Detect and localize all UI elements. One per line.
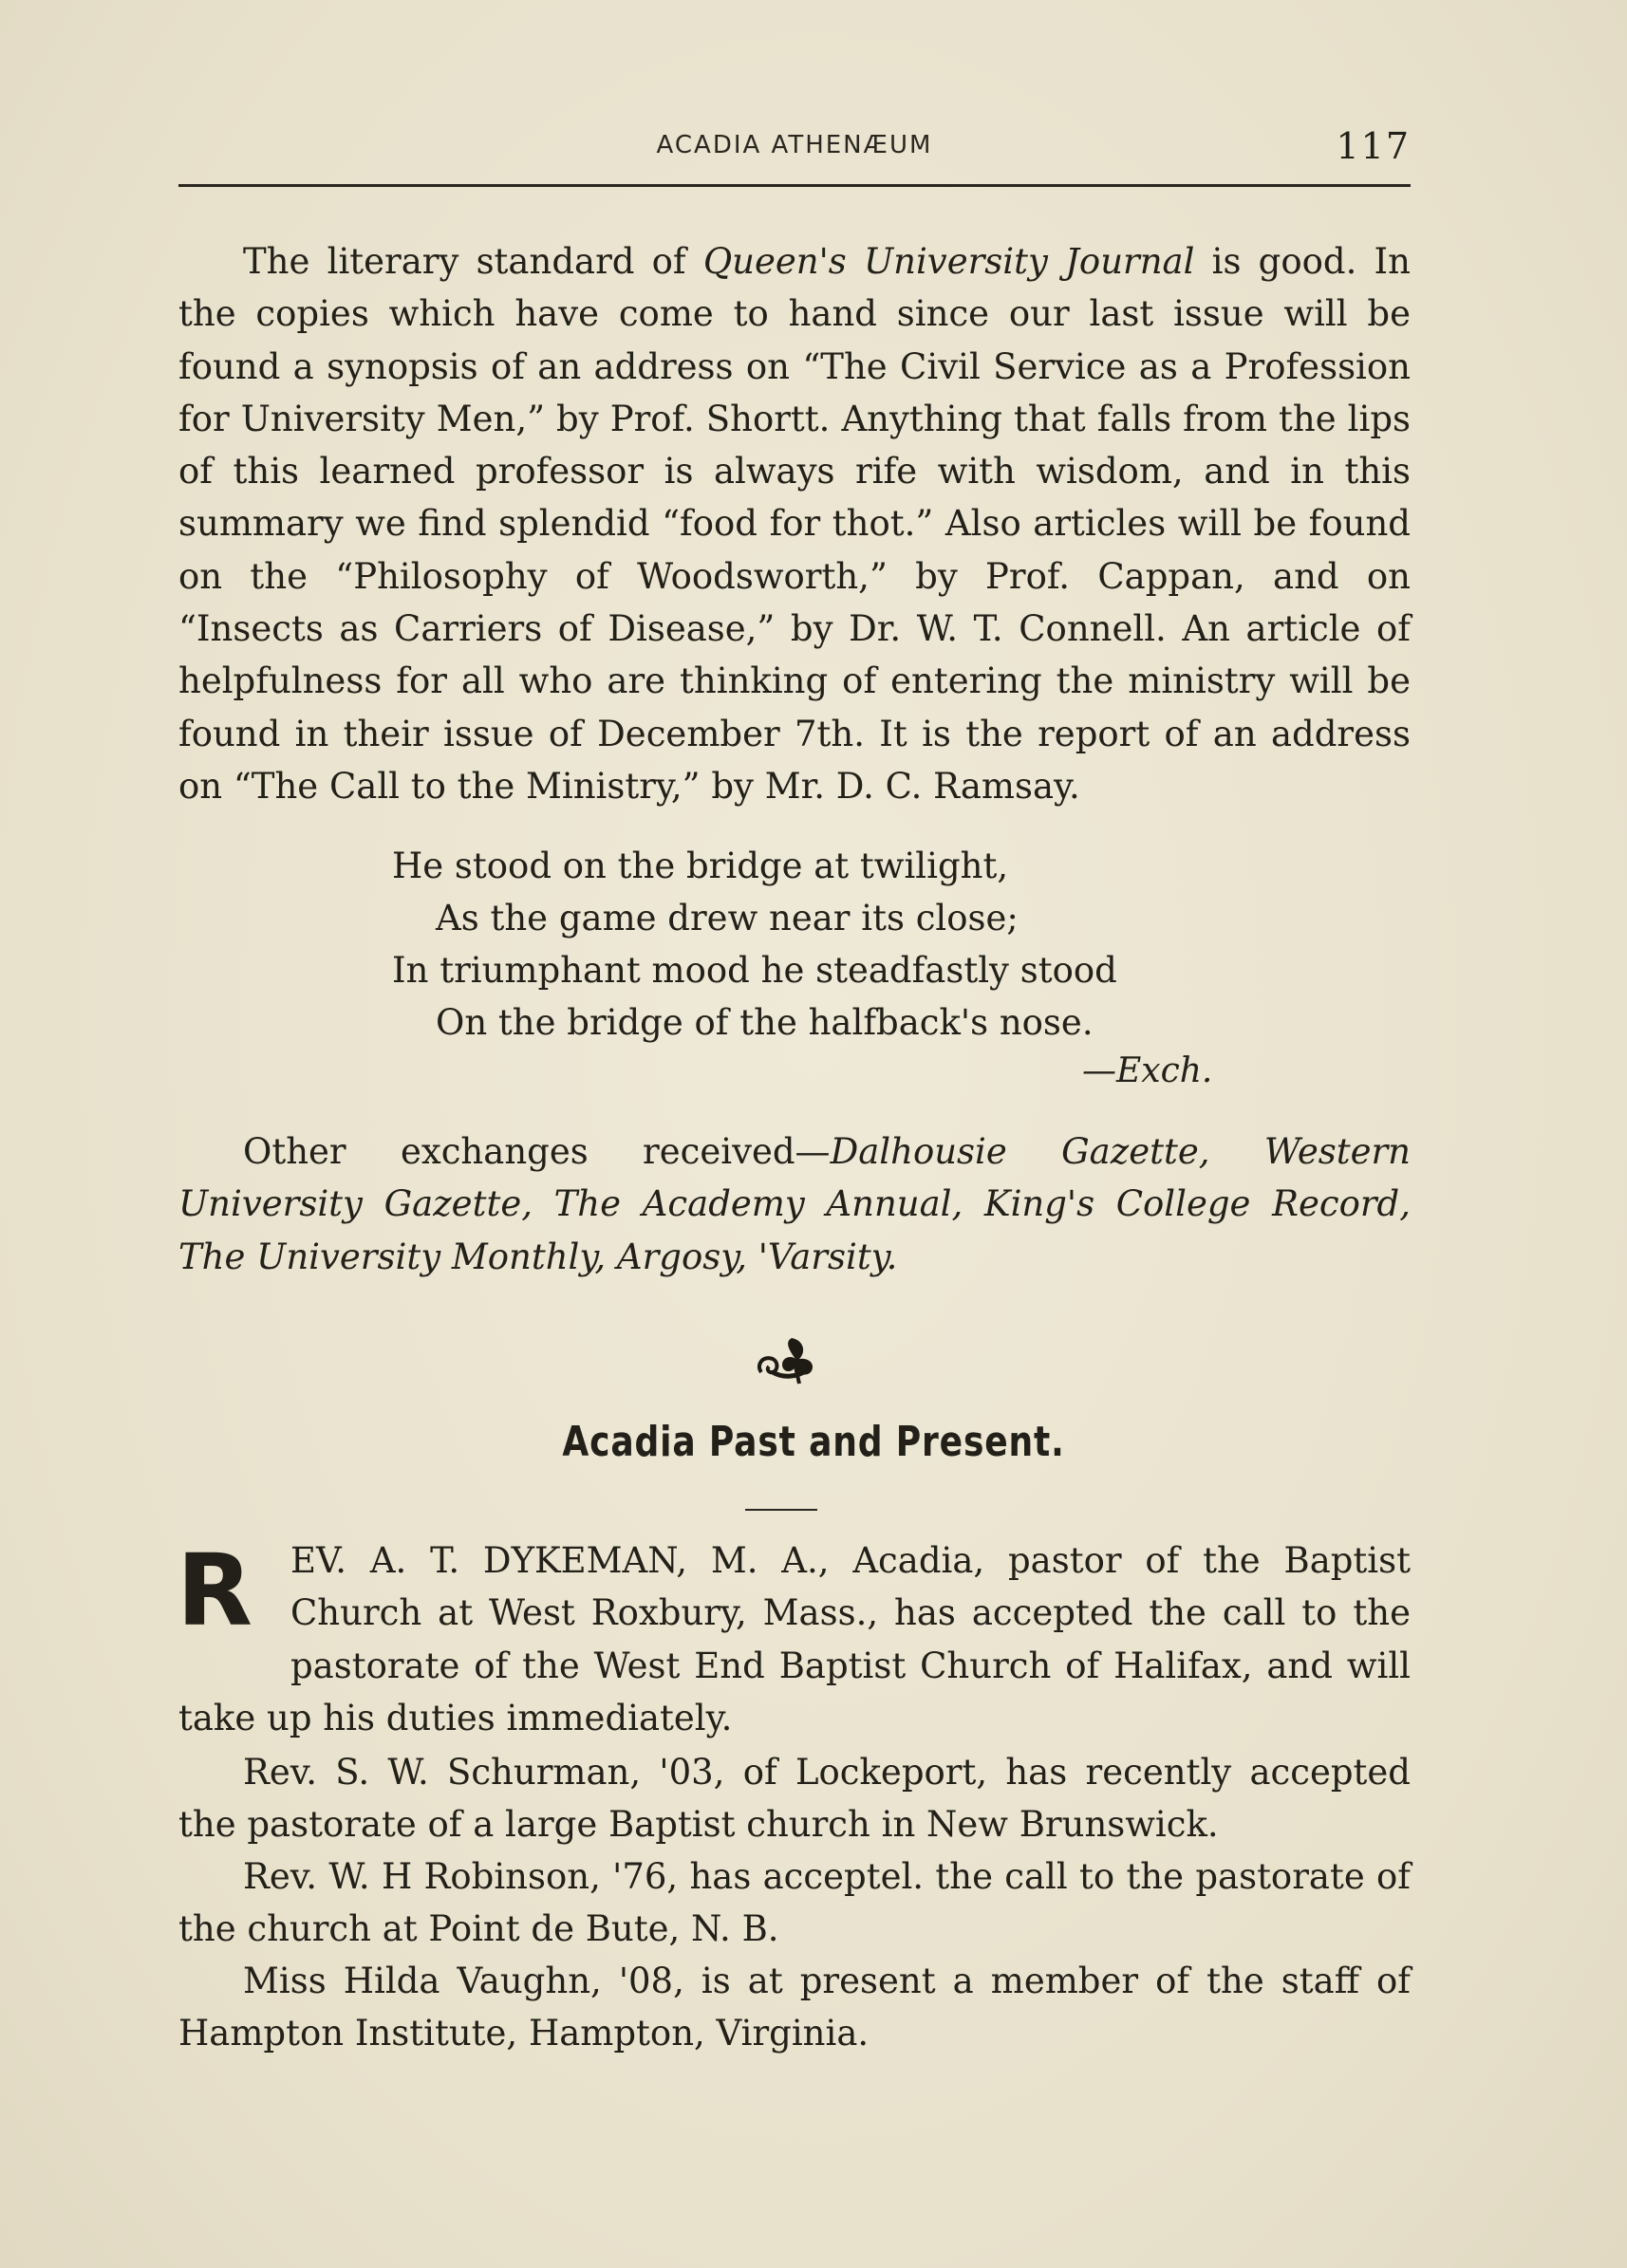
p1-lead: The literary standard of [243, 241, 703, 282]
running-header [178, 121, 1411, 167]
exchange-paragraph-queens [178, 235, 1411, 812]
news-paragraph-vaughn: Miss Hilda Vaughn, '08, is at present a member of the staff of Hampton Institute, Hampton, Virginia. [178, 1961, 1411, 2054]
poem-line-1: He stood on the bridge at twilight, [392, 846, 1009, 886]
poem-line-2: As the game drew near its close; [436, 898, 1019, 939]
news-paragraph-schurman: Rev. S. W. Schurman, '03, of Lockeport, has recently accepted the pastorate of a large Baptist church in New Brunswick. [178, 1752, 1411, 1846]
page-number: 117 [1336, 125, 1411, 167]
p1-journal-title: Queen's University Journal [702, 241, 1195, 282]
header-rule [178, 184, 1411, 187]
poem-line-4: On the bridge of the halfback's nose. [436, 1002, 1094, 1043]
poem-line-3: In triumphant mood he steadfastly stood [392, 950, 1117, 991]
p3-text: EV. A. T. DYKEMAN, M. A., Acadia, pastor of the Baptist Church at West Roxbury, Mass., has accepted the call to the pastorate of the West End Baptist Church of Halifax, and will take up his duties immediately. [178, 1540, 1411, 1738]
p2-list: Dalhousie Gazette, Western University Gazette, The Academy Annual, King's College Record, The University Monthly, Argosy, 'Varsity. [178, 1131, 1411, 1277]
section-title: Acadia Past and Present. [562, 1418, 1065, 1466]
journal-title: ACADIA ATHENÆUM [656, 131, 933, 159]
p1-rest: is good. In the copies which have come to hand since our last issue will be found a synopsis of an address on “The Civil Service as a Profession for University Men,” by Prof. Shortt. Anything that falls from the lips of this learned professor is always rife with wisdom, and in this summary we find splendid “food for thot.” Also articles will be found on the “Philosophy of Woodsworth,” by Prof. Cappan, and on “Insects as Carriers of Disease,” by Dr. W. T. Connell. An article of helpfulness for all who are thinking of entering the ministry will be found in their issue of December 7th. It is the report of an address on “The Call to the Ministry,” by Mr. D. C. Ramsay. [178, 241, 1411, 807]
news-paragraph-robinson: Rev. W. H Robinson, '76, has acceptel. the call to the pastorate of the church at Point de Bute, N. B. [178, 1856, 1411, 1950]
exchange-paragraph-others [178, 1125, 1411, 1283]
drop-cap-space [178, 1534, 290, 1677]
drop-cap: R [177, 1533, 253, 1648]
p2-lead: Other exchanges received— [243, 1131, 831, 1172]
poem [392, 840, 1117, 1049]
fleuron-icon [754, 1330, 820, 1385]
poem-attribution: —Exch. [1082, 1051, 1213, 1090]
section-rule [745, 1509, 817, 1511]
news-paragraph-dykeman [178, 1534, 1411, 1744]
